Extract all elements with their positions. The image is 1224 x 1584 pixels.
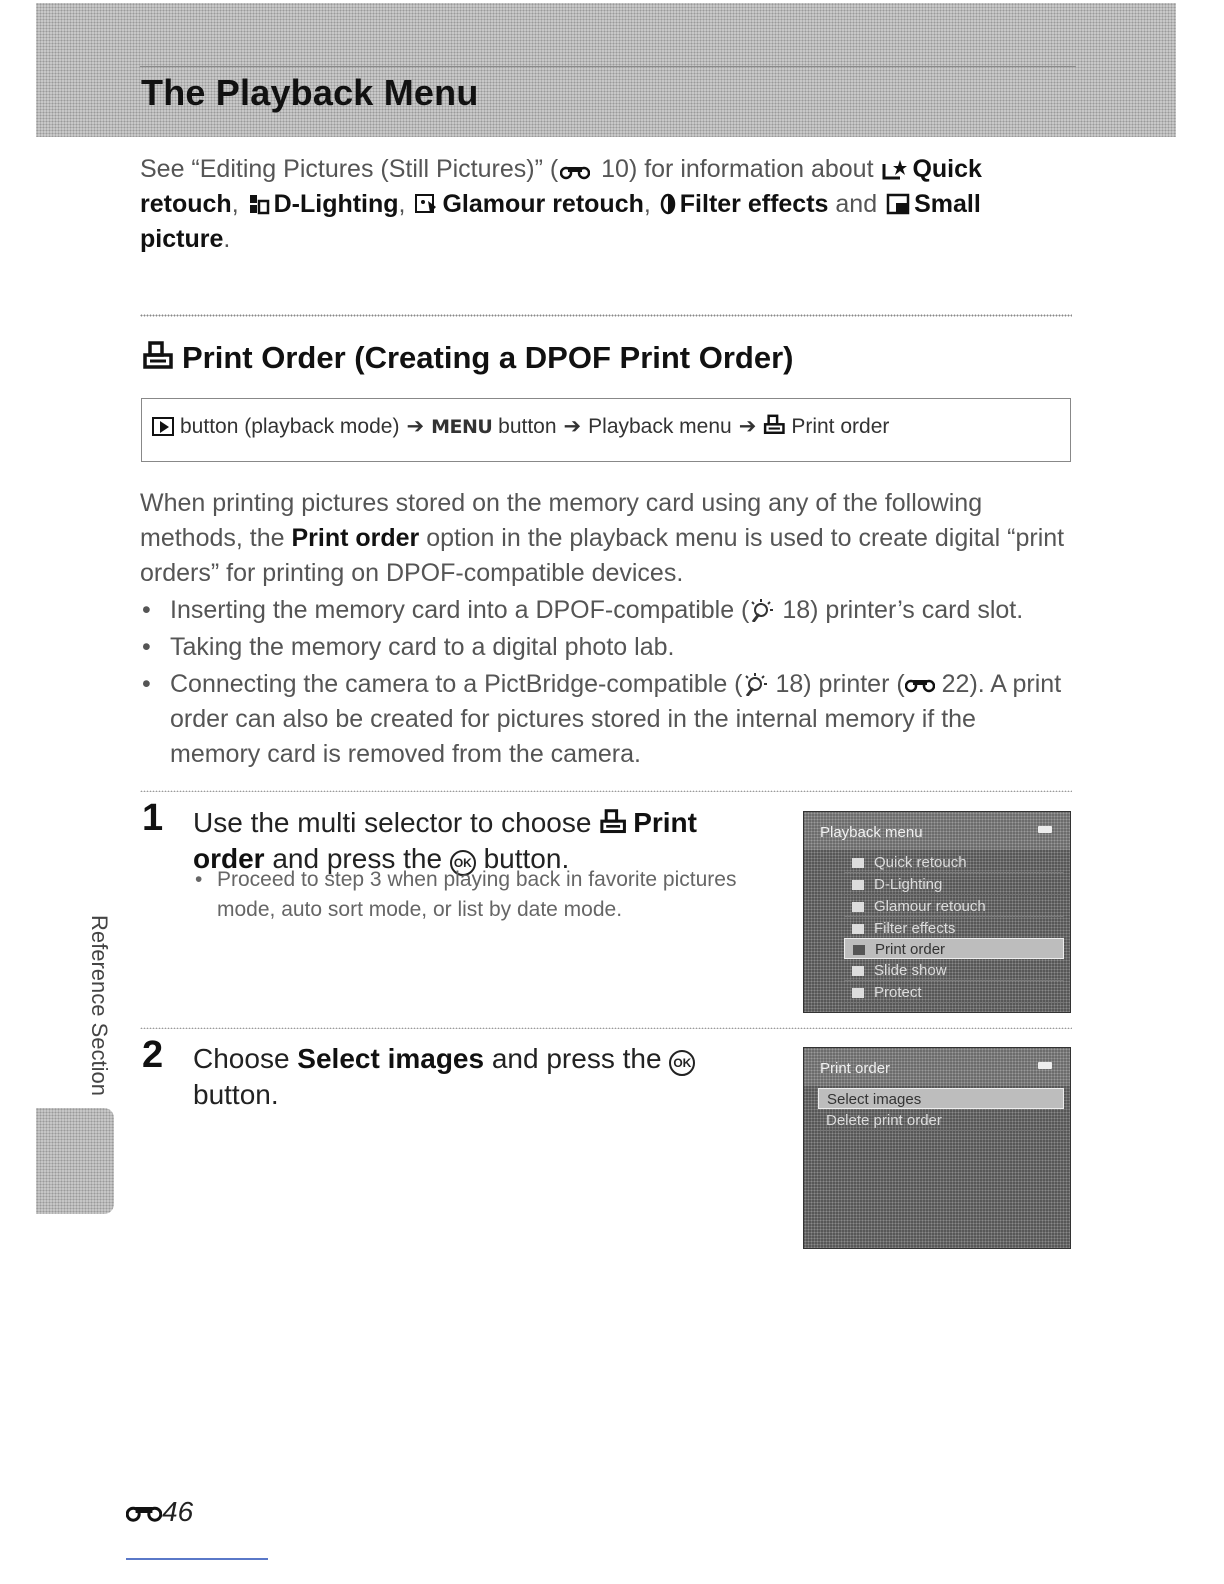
- intro-text: See “Editing Pictures (Still Pictures)” (: [140, 155, 559, 183]
- filter-effects-label: Filter effects: [679, 190, 829, 218]
- intro-paragraph: [140, 152, 1070, 257]
- battery-icon: [1038, 1062, 1052, 1069]
- step-number: 1: [142, 797, 164, 839]
- menu-item-label: Protect: [874, 984, 922, 1001]
- arrow-icon: ➔: [563, 415, 582, 438]
- menu-path-box: [141, 398, 1071, 462]
- section-title-text: Print Order (Creating a DPOF Print Order): [182, 340, 794, 375]
- menu-item[interactable]: [844, 982, 1064, 1003]
- playback-menu-screen: [803, 811, 1071, 1013]
- print-order-icon: [763, 414, 787, 436]
- menu-item-label: Delete print order: [826, 1112, 942, 1129]
- bullet-text: 18) printer’s card slot.: [775, 596, 1024, 624]
- menu-button-label: MENU: [431, 416, 493, 438]
- separator-text: ,: [643, 190, 658, 218]
- list-item: [140, 667, 1070, 772]
- menu-item-selected[interactable]: [818, 1088, 1064, 1109]
- small-picture-label: Small picture: [140, 190, 981, 253]
- quick-retouch-icon: [882, 158, 908, 180]
- method-list: [140, 593, 1070, 772]
- step-text: and press the: [264, 843, 450, 874]
- step-text: Use the multi selector to choose: [193, 807, 600, 838]
- step-number: 2: [142, 1034, 164, 1076]
- separator-text: ,: [398, 190, 413, 218]
- menu-item-label: Quick retouch: [874, 854, 967, 871]
- page-title: The Playback Menu: [141, 72, 479, 113]
- menu-item-label: Print order: [875, 941, 946, 958]
- path-step: Playback menu: [588, 415, 732, 438]
- quick-retouch-icon: [852, 858, 864, 868]
- filter-effects-icon: [852, 924, 864, 934]
- step2-instruction: [193, 1041, 733, 1113]
- reference-section-icon: [560, 164, 590, 180]
- step-text: Choose: [193, 1043, 298, 1074]
- filter-effects-icon: [660, 193, 676, 215]
- list-item: [140, 593, 1070, 628]
- menu-item[interactable]: [844, 896, 1064, 917]
- screen-title: [804, 812, 1070, 850]
- bullet-text: 18) printer (: [768, 670, 905, 698]
- separator-text: ,: [231, 190, 246, 218]
- playback-button-icon: [152, 417, 174, 436]
- d-lighting-icon: [248, 193, 270, 215]
- section-divider: [140, 314, 1072, 317]
- glamour-retouch-icon: [414, 193, 438, 215]
- separator-text: and: [828, 190, 885, 218]
- bullet-text: 22). A print order can also be created for pictures stored in the internal memory if the memory card is removed from the camera.: [170, 670, 1062, 768]
- select-images-term: Select images: [297, 1043, 485, 1074]
- menu-item[interactable]: [844, 960, 1064, 981]
- print-order-term: Print order: [291, 524, 420, 552]
- menu-item-label: Select images: [827, 1091, 922, 1108]
- menu-item[interactable]: [818, 1110, 1064, 1131]
- step-divider: [140, 790, 1072, 792]
- glossary-tip-icon: [743, 672, 769, 696]
- print-order-icon: [142, 341, 176, 371]
- menu-item-label: D-Lighting: [874, 876, 943, 893]
- section-tab: [36, 1108, 114, 1214]
- step-text: button.: [193, 1079, 279, 1110]
- step-text: button.: [475, 843, 570, 874]
- menu-item-label: Filter effects: [874, 920, 956, 937]
- note-item: • Proceed to step 3 when playing back in favorite pictures mode, auto sort mode, or list by date mode.: [195, 865, 765, 925]
- small-picture-icon: [886, 193, 910, 215]
- d-lighting-icon: [852, 880, 864, 890]
- intro-text: 10) for information about: [594, 155, 881, 183]
- path-step: Print order: [791, 415, 890, 438]
- bullet-text: Taking the memory card to a digital photo lab.: [170, 633, 675, 661]
- ok-button-icon: OK: [450, 850, 476, 876]
- bullet-text: Connecting the camera to a PictBridge-compatible (: [170, 670, 743, 698]
- arrow-icon: ➔: [406, 415, 425, 438]
- body-text: option in the playback menu is used to create digital “print orders” for printing on DPOF-compatible devices.: [140, 524, 1065, 587]
- bullet-text: Inserting the memory card into a DPOF-compatible (: [170, 596, 750, 624]
- reference-section-icon: [126, 1503, 162, 1523]
- page-number: [126, 1496, 193, 1528]
- step-divider: [140, 1027, 1072, 1029]
- battery-icon: [1038, 826, 1052, 833]
- separator-text: .: [223, 225, 231, 253]
- glossary-tip-icon: [749, 598, 775, 622]
- menu-item-label: Glamour retouch: [874, 898, 986, 915]
- body-paragraph: [140, 486, 1070, 591]
- step1-note: [195, 865, 765, 925]
- step-text: and press the: [484, 1043, 670, 1074]
- body-text: When printing pictures stored on the memory card using any of the following methods, the: [140, 489, 983, 552]
- print-order-screen: [803, 1047, 1071, 1249]
- ok-button-icon: OK: [669, 1050, 695, 1076]
- glamour-retouch-icon: [852, 902, 864, 912]
- menu-item[interactable]: [844, 874, 1064, 895]
- reference-section-icon: [905, 677, 935, 693]
- body-section: [140, 486, 1070, 774]
- print-order-icon: [853, 945, 865, 955]
- path-step: button: [498, 415, 557, 438]
- arrow-icon: ➔: [738, 415, 757, 438]
- menu-item[interactable]: [844, 918, 1064, 939]
- path-step: button (playback mode): [180, 415, 400, 438]
- menu-item-label: Slide show: [874, 962, 947, 979]
- screen-title: [804, 1048, 1070, 1086]
- print-order-icon: [599, 809, 629, 835]
- slide-show-icon: [852, 966, 864, 976]
- section-heading: [142, 340, 793, 376]
- d-lighting-label: D-Lighting: [273, 190, 399, 218]
- quick-retouch-label: Quick retouch: [140, 155, 982, 218]
- print-order-term: Print order: [193, 807, 697, 874]
- menu-item[interactable]: [844, 852, 1064, 873]
- protect-icon: [852, 988, 864, 998]
- banner-rule: [140, 66, 1076, 67]
- page-number-text: 46: [162, 1496, 194, 1527]
- screen-title-text: Print order: [820, 1060, 891, 1077]
- menu-item-selected[interactable]: [844, 938, 1064, 959]
- section-side-label: Reference Section: [87, 915, 112, 1096]
- footer-line: [126, 1558, 268, 1560]
- glamour-retouch-label: Glamour retouch: [442, 190, 644, 218]
- list-item: [140, 630, 1070, 665]
- screen-title-text: Playback menu: [820, 824, 923, 841]
- title-banner: [36, 3, 1176, 137]
